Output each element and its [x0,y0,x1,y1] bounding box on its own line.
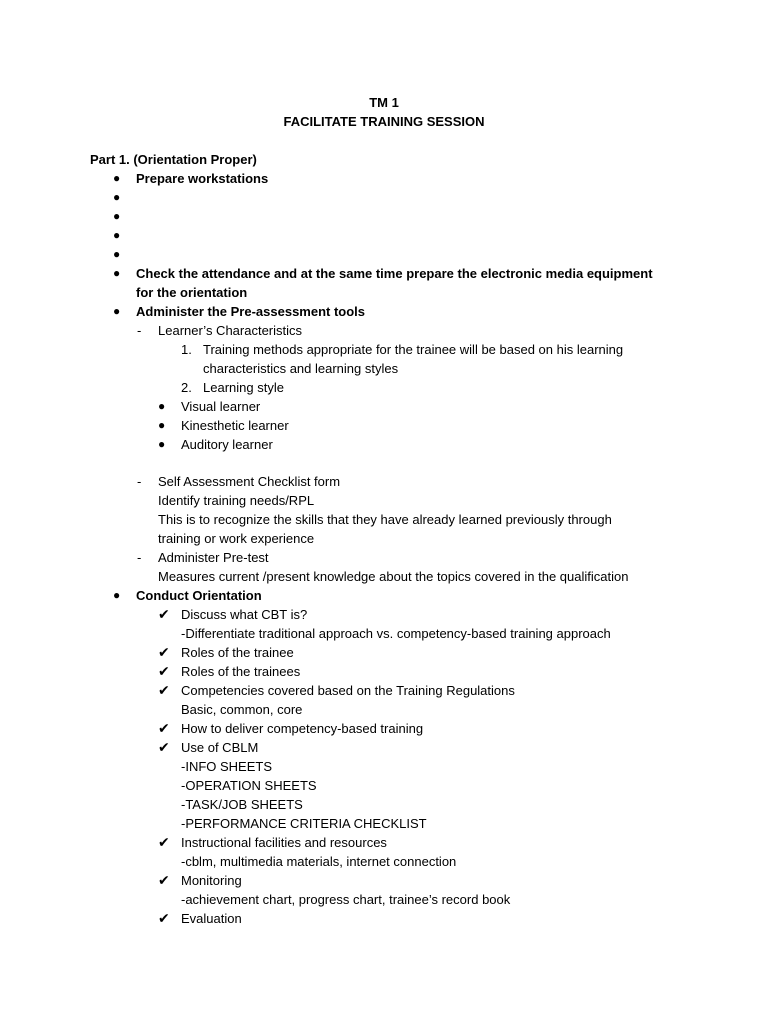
bullet-marker: ● [113,209,121,223]
check-icon: ✔ [158,682,170,698]
item-learner-characteristics: Learner’s Characteristics [158,323,303,338]
check-icon: ✔ [158,720,170,736]
document-subtitle: FACILITATE TRAINING SESSION [283,114,485,129]
bullet-marker: ● [158,399,166,413]
dash-marker: - [137,474,142,489]
item-performance-criteria: -PERFORMANCE CRITERIA CHECKLIST [181,816,427,831]
item-achievement-chart: -achievement chart, progress chart, trainee’s record book [181,892,511,907]
part-heading: Part 1. (Orientation Proper) [90,152,257,167]
bullet-marker: ● [113,247,121,261]
bullet-marker: ● [113,228,121,242]
bullet-marker: ● [158,437,166,451]
number-marker: 1. [181,342,192,357]
item-training-methods-cont: characteristics and learning styles [203,361,399,376]
item-monitoring: Monitoring [181,873,242,888]
item-check-attendance: Check the attendance and at the same time prepare the electronic media equipment [136,266,653,281]
item-cblm-multimedia: -cblm, multimedia materials, internet connection [181,854,457,869]
item-learning-style: Learning style [203,380,284,395]
item-training-methods: Training methods appropriate for the trainee will be based on his learning [203,342,624,357]
item-roles-trainee: Roles of the trainee [181,645,294,660]
dash-marker: - [137,550,142,565]
dash-marker: - [137,323,142,338]
item-differentiate: -Differentiate traditional approach vs. competency-based training approach [181,626,611,641]
item-kinesthetic-learner: Kinesthetic learner [181,418,289,433]
item-how-to-deliver: How to deliver competency-based training [181,721,424,736]
item-roles-trainees: Roles of the trainees [181,664,301,679]
item-instructional-facilities: Instructional facilities and resources [181,835,387,850]
bullet-marker: ● [113,266,121,280]
item-recognize: This is to recognize the skills that they have already learned previously through [158,512,612,527]
item-identify-needs: Identify training needs/RPL [158,493,315,508]
bullet-marker: ● [158,418,166,432]
item-discuss-cbt: Discuss what CBT is? [181,607,308,622]
bullet-marker: ● [113,171,121,185]
number-marker: 2. [181,380,192,395]
item-recognize-cont: training or work experience [158,531,315,546]
item-auditory-learner: Auditory learner [181,437,273,452]
item-operation-sheets: -OPERATION SHEETS [181,778,317,793]
item-basic-common-core: Basic, common, core [181,702,303,717]
check-icon: ✔ [158,663,170,679]
document-title: TM 1 [369,95,399,110]
item-conduct-orientation: Conduct Orientation [136,588,262,603]
item-administer-pretest: Administer Pre-test [158,550,269,565]
item-task-job-sheets: -TASK/JOB SHEETS [181,797,303,812]
check-icon: ✔ [158,872,170,888]
check-icon: ✔ [158,644,170,660]
item-info-sheets: -INFO SHEETS [181,759,273,774]
bullet-marker: ● [113,588,121,602]
bullet-marker: ● [113,304,121,318]
item-competencies: Competencies covered based on the Training Regulations [181,683,515,698]
item-use-of-cblm: Use of CBLM [181,740,259,755]
check-icon: ✔ [158,834,170,850]
item-prepare-workstations: Prepare workstations [136,171,269,186]
bullet-marker: ● [113,190,121,204]
item-measures: Measures current /present knowledge about the topics covered in the qualification [158,569,629,584]
check-icon: ✔ [158,606,170,622]
item-evaluation: Evaluation [181,911,242,926]
item-self-assessment: Self Assessment Checklist form [158,474,341,489]
item-check-attendance-cont: for the orientation [136,285,248,300]
check-icon: ✔ [158,910,170,926]
check-icon: ✔ [158,739,170,755]
item-visual-learner: Visual learner [181,399,261,414]
item-administer-pre-assessment: Administer the Pre-assessment tools [136,304,366,319]
